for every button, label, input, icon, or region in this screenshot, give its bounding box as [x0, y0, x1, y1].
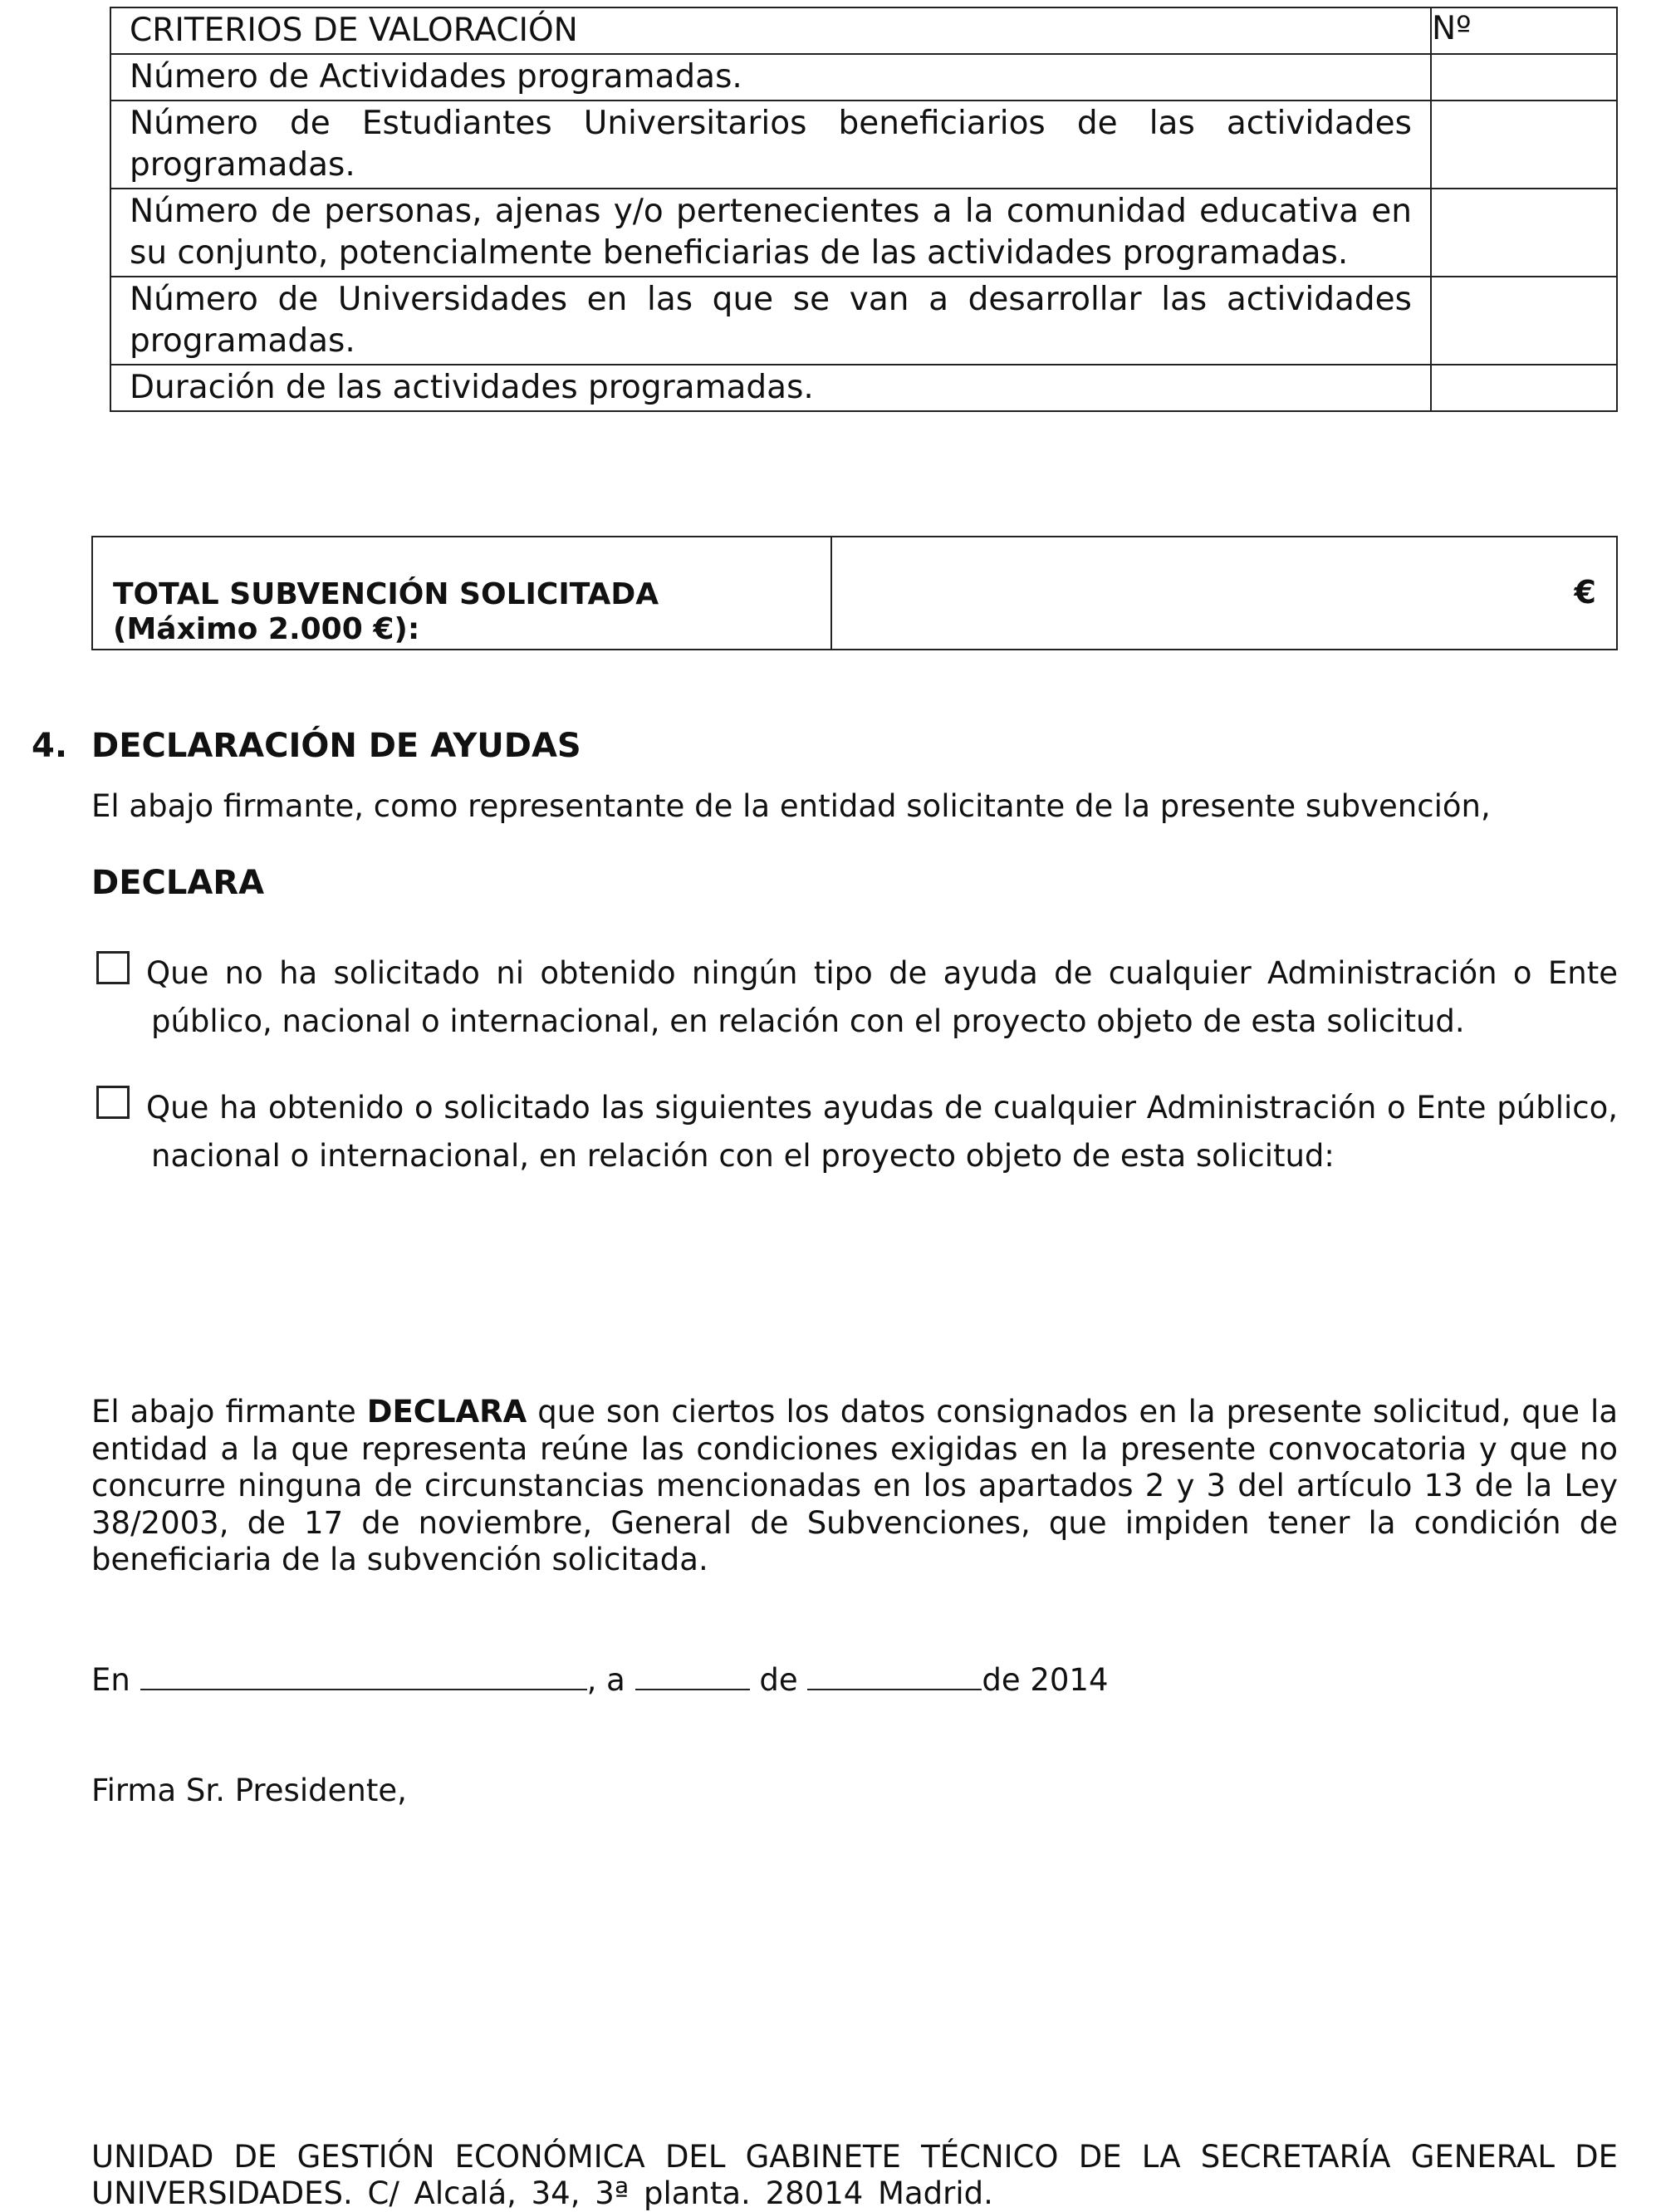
criteria-header-num: Nº — [1431, 7, 1617, 54]
criteria-value-cell[interactable] — [1431, 189, 1617, 277]
declaration-text-end: que son ciertos los datos consignados en la presente solicitud, que la entidad a la que representa reúne las condiciones exigidas en la presente convocatoria y que no concurre ninguna de circunstancias mencionadas en los apartados 2 y 3 del artículo 13 de la Ley 38/2003, de 17 de noviembre, General de Subvenciones, que impiden tener la condición de beneficiaria de la subvención solicitada. — [91, 1394, 1618, 1577]
total-label-cell — [92, 537, 831, 650]
table-row — [110, 189, 1617, 277]
place-field[interactable] — [140, 1657, 587, 1690]
place-date-line — [91, 1657, 1109, 1699]
aid-obtained-text — [146, 1084, 1618, 1180]
section-title: DECLARACIÓN DE AYUDAS — [91, 727, 581, 765]
aid-obtained-label: Que ha obtenido o solicitado las siguientes ayudas de cualquier Administración o Ente público, nacional o internacional, en relación con el proyecto objeto de esta solicitud: — [146, 1090, 1618, 1174]
declara-label: DECLARA — [91, 864, 265, 902]
no-aid-checkbox[interactable] — [96, 951, 130, 984]
section-heading — [32, 727, 581, 765]
aid-obtained-checkbox[interactable] — [96, 1086, 130, 1119]
criteria-text: Número de Estudiantes Universitarios beneficiarios de las actividades programadas. — [110, 101, 1431, 189]
table-row — [110, 101, 1617, 189]
day-field[interactable] — [635, 1657, 750, 1690]
month-field[interactable] — [807, 1657, 982, 1690]
year-text: de 2014 — [982, 1662, 1109, 1698]
signature-label: Firma Sr. Presidente, — [91, 1773, 407, 1808]
section-number: 4. — [32, 727, 68, 765]
no-aid-text — [146, 949, 1618, 1046]
place-prefix: En — [91, 1662, 130, 1698]
intro-text: El abajo firmante, como representante de la entidad solicitante de la presente subvención, — [91, 788, 1491, 824]
total-amount-field[interactable] — [831, 537, 1617, 650]
criteria-value-cell[interactable] — [1431, 277, 1617, 365]
criteria-value-cell[interactable] — [1431, 101, 1617, 189]
criteria-header-label: CRITERIOS DE VALORACIÓN — [110, 7, 1431, 54]
criteria-text: Número de Actividades programadas. — [110, 54, 1431, 101]
declaration-text-start: El abajo firmante — [91, 1394, 367, 1430]
declaration-paragraph — [91, 1394, 1618, 1579]
total-max: (Máximo 2.000 €): — [113, 612, 420, 646]
criteria-text: Número de personas, ajenas y/o pertenecientes a la comunidad educativa en su conjunto, potencialmente beneficiarias de las actividades programadas. — [110, 189, 1431, 277]
criteria-value-cell[interactable] — [1431, 365, 1617, 411]
criteria-value-cell[interactable] — [1431, 54, 1617, 101]
table-row — [110, 277, 1617, 365]
total-label: TOTAL SUBVENCIÓN SOLICITADA — [113, 577, 659, 611]
month-prefix: de — [759, 1662, 798, 1698]
footer-address: UNIDAD DE GESTIÓN ECONÓMICA DEL GABINETE TÉCNICO DE LA SECRETARÍA GENERAL DE UNIVERSIDADES. C/ Alcalá, 34, 3ª planta. 28014 Madrid. — [91, 2139, 1618, 2211]
table-row — [110, 54, 1617, 101]
currency-symbol: € — [1574, 574, 1596, 611]
criteria-text: Número de Universidades en las que se van a desarrollar las actividades programadas. — [110, 277, 1431, 365]
criteria-text: Duración de las actividades programadas. — [110, 365, 1431, 411]
criteria-table — [110, 7, 1618, 412]
day-prefix: , a — [586, 1662, 625, 1698]
table-row — [110, 365, 1617, 411]
total-table — [91, 536, 1618, 650]
no-aid-label: Que no ha solicitado ni obtenido ningún tipo de ayuda de cualquier Administración o Ente público, nacional o internacional, en relación con el proyecto objeto de esta solicitud. — [146, 955, 1618, 1039]
declaration-bold: DECLARA — [366, 1394, 527, 1430]
criteria-header-row — [110, 7, 1617, 54]
